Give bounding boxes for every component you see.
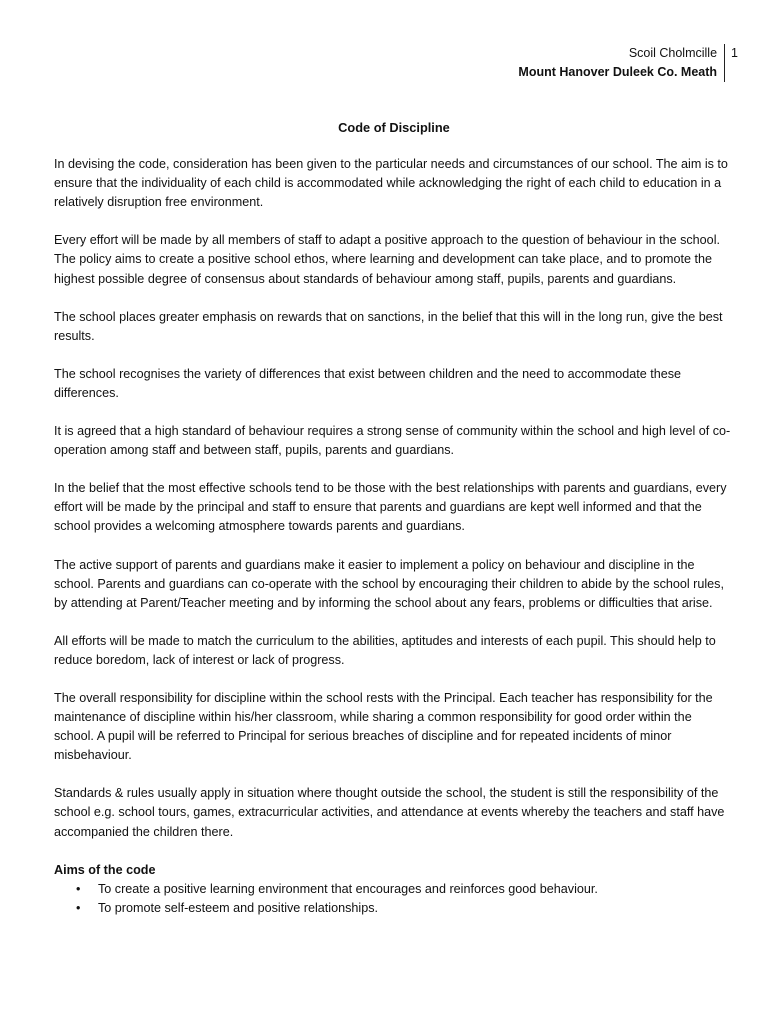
bullet-icon: • bbox=[76, 900, 81, 915]
header-school-name: Scoil Cholmcille bbox=[628, 46, 718, 60]
paragraph: In devising the code, consideration has been given to the particular needs and circumstances of our school. The aim is to ensure that the individuality of each child is accommodated while acknowledging the right of each child to education in a relatively disruption free environment. bbox=[54, 157, 728, 210]
paragraph: It is agreed that a high standard of behaviour requires a strong sense of community within the school and high level of co-operation among staff and between staff, pupils, parents and guardians. bbox=[54, 424, 731, 458]
page-number: 1 bbox=[731, 46, 738, 60]
aims-heading: Aims of the code bbox=[54, 862, 156, 877]
paragraph: The overall responsibility for discipline within the school rests with the Principal. Each teacher has responsibility for the maintenance of discipline within his/her classroom, while sharing a common responsibility for good order within the school. A pupil will be referred to Principal for serious breaches of discipline and for repeated incidents of minor misbehaviour. bbox=[54, 690, 713, 763]
paragraph: The school places greater emphasis on rewards that on sanctions, in the belief that this will in the long run, give the best results. bbox=[54, 309, 723, 343]
page-header bbox=[518, 44, 738, 82]
document-body bbox=[54, 118, 734, 918]
bullet-icon: • bbox=[76, 881, 81, 896]
paragraph: All efforts will be made to match the curriculum to the abilities, aptitudes and interests of each pupil. This should help to reduce boredom, lack of interest or lack of progress. bbox=[54, 633, 716, 667]
paragraph: Standards & rules usually apply in situation where thought outside the school, the student is still the responsibility of the school e.g. school tours, games, extracurricular activities, and attendance at events whereby the teachers and staff have accompanied the children there. bbox=[54, 786, 725, 839]
aims-list bbox=[54, 880, 734, 918]
paragraph: The active support of parents and guardians make it easier to implement a policy on behaviour and discipline in the school. Parents and guardians can co-operate with the school by encouraging their children to abide by the school rules, by attending at Parent/Teacher meeting and by informing the school about any fears, problems or difficulties that arise. bbox=[54, 557, 724, 610]
list-item bbox=[76, 899, 734, 918]
paragraph: In the belief that the most effective schools tend to be those with the best relationships with parents and guardians, every effort will be made by the principal and staff to ensure that parents and guardians are kept well informed and that the school provides a welcoming atmosphere towards parents and guardians. bbox=[54, 481, 727, 534]
document-title: Code of Discipline bbox=[338, 120, 450, 135]
header-address: Mount Hanover Duleek Co. Meath bbox=[518, 65, 718, 79]
paragraph: The school recognises the variety of differences that exist between children and the need to accommodate these differences. bbox=[54, 366, 682, 400]
paragraph: Every effort will be made by all members of staff to adapt a positive approach to the question of behaviour in the school. The policy aims to create a positive school ethos, where learning and development can take place, and to promote the highest possible degree of consensus about standards of behaviour among staff, pupils, parents and guardians. bbox=[54, 233, 720, 286]
list-item bbox=[76, 880, 734, 899]
list-item-text: To create a positive learning environment that encourages and reinforces good behaviour. bbox=[98, 881, 598, 896]
header-text-block bbox=[518, 44, 724, 82]
list-item-text: To promote self-esteem and positive relationships. bbox=[98, 900, 379, 915]
